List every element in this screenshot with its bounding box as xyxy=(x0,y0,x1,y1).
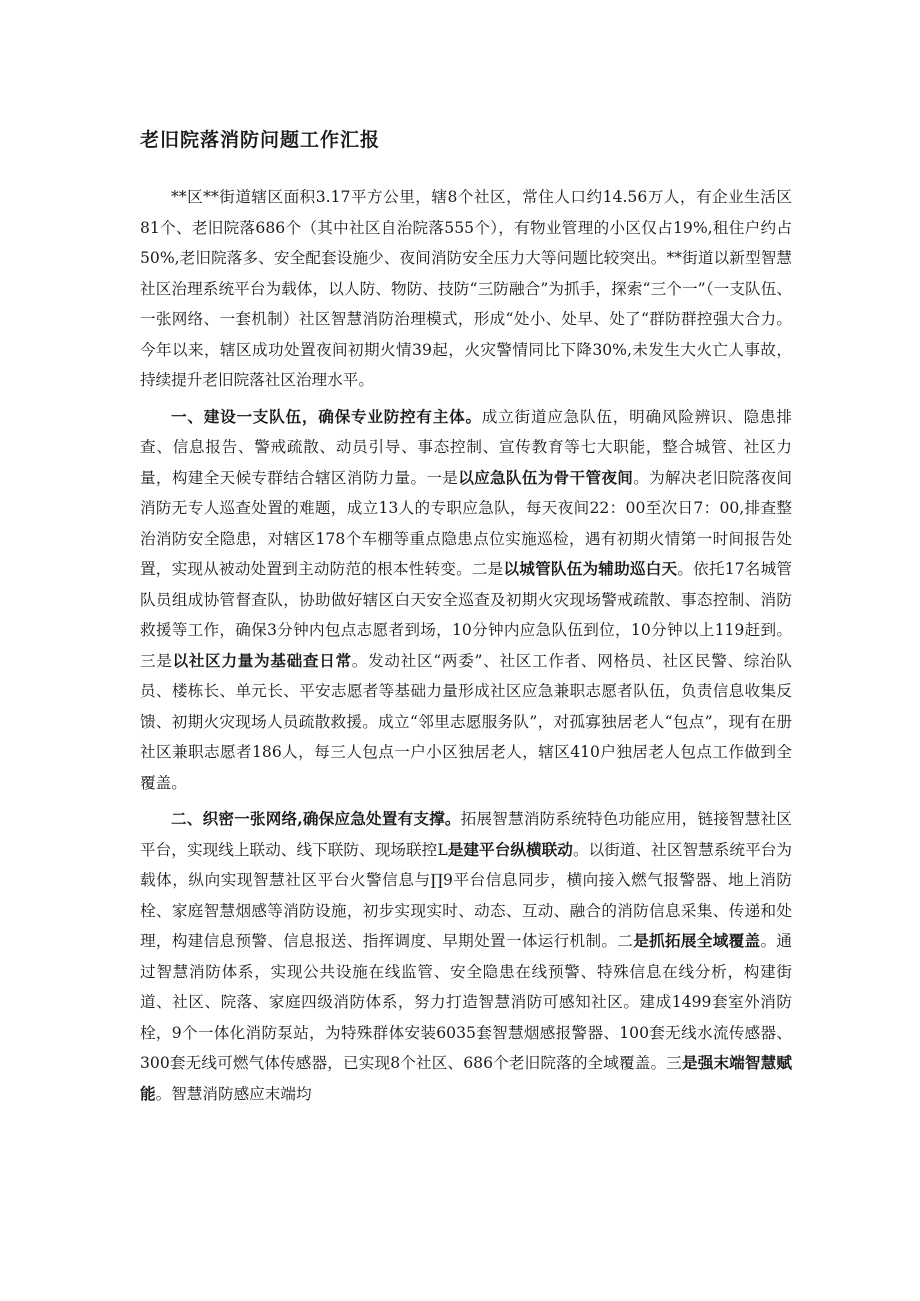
section-2-paragraph xyxy=(140,804,792,1109)
section-1-text: 。发动社区“两委”、社区工作者、网格员、社区民警、综治队员、楼栋长、单元长、平安志愿者等基础力量形成社区应急兼职志愿者队伍，负责信息收集反馈、初期火灾现场人员疏散救援。成立“邻里志愿服务队”，对孤寡独居老人“包点”，现有在册社区兼职志愿者186人，每三人包点一户小区独居老人，辖区410户独居老人包点工作做到全覆盖。 xyxy=(140,651,792,792)
section-2-text: 。以街道、社区智慧系统平台为载体，纵向实现智慧社区平台火警信息与∏9平台信息同步，横向接入燃气报警器、地上消防栓、家庭智慧烟感等消防设施，初步实现实时、动态、互动、融合的消防信息采集、传递和处理，构建信息预警、信息报送、指挥调度、早期处置一体运行机制。二 xyxy=(140,840,792,950)
section-1-text: 。为解决老旧院落夜间消防无专人巡查处置的难题，成立13人的专职应急队，每天夜间22：00至次日7：00,排查整治消防安全隐患，对辖区178个车棚等重点隐患点位实施巡检，遇有初期火情第一时间报告处置，实现从被动处置到主动防范的根本性转变。二是 xyxy=(140,468,792,578)
section-2-text: 。通过智慧消防体系，实现公共设施在线监管、安全隐患在线预警、特殊信息在线分析，构建街道、社区、院落、家庭四级消防体系，努力打造智慧消防可感知社区。建成1499套室外消防栓，9个一体化消防泵站，为特殊群体安装6035套智慧烟感报警器、100套无线水流传感器、300套无线可燃气体传感器，已实现8个社区、686个老旧院落的全域覆盖。三 xyxy=(140,932,792,1072)
section-1-point-1: 以应急队伍为骨干管夜间 xyxy=(458,467,634,487)
section-1-paragraph xyxy=(140,402,792,799)
section-1-text: 成立街道应急队伍，明确风险辨识、隐患排查、信息报告、警戒疏散、动员引导、事态控制、宣传教育等七大职能，整合城管、社区力量，构建全天候专群结合辖区消防力量。一是 xyxy=(140,407,792,487)
intro-paragraph: **区**街道辖区面积3.17平方公里，辖8个社区，常住人口约14.56万人，有企业生活区81个、老旧院落686个（其中社区自治院落555个），有物业管理的小区仅占19%,租住户约占50%,老旧院落多、安全配套设施少、夜间消防安全压力大等问题比较突出。**街道以新型智慧社区治理系统平台为载体，以人防、物防、技防“三防融合”为抓手，探索“三个一”（一支队伍、一张网络、一套机制）社区智慧消防治理模式，形成“处小、处早、处了“群防群控强大合力。今年以来，辖区成功处置夜间初期火情39起，火灾警情同比下降30%,未发生大火亡人事故，持续提升老旧院落社区治理水平。 xyxy=(140,188,792,389)
section-1-point-2: 以城管队伍为辅助巡白天 xyxy=(503,559,678,578)
section-2-point-1: 是建平台纵横联动 xyxy=(447,839,573,859)
document-page xyxy=(140,122,792,1115)
document-title: 老旧院落消防问题工作汇报 xyxy=(140,129,381,151)
section-2-text: 拓展智慧消防系统特色功能应用，链接智慧社区平台，实现线上联动、线下联防、现场联控L xyxy=(140,810,792,859)
section-1-point-3: 以社区力量为基础查日常 xyxy=(172,650,352,670)
section-2-text: 。智慧消防感应末端均 xyxy=(155,1084,312,1103)
section-1-text: 。依托17名城管队员组成协管督查队，协助做好辖区白天安全巡查及初期火灾现场警戒疏散、事态控制、消防救援等工作，确保3分钟内包点志愿者到场，10分钟内应急队伍到位，10分钟以上119赶到。三是 xyxy=(140,560,792,670)
section-2-point-3: 是强末端智慧赋能 xyxy=(140,1053,792,1103)
section-1-heading: 一、建设一支队伍，确保专业防控有主体。 xyxy=(171,406,482,426)
section-2-heading: 二、织密一张网络,确保应急处置有支撑。 xyxy=(171,809,461,828)
section-2-point-2: 是抓拓展全域覆盖 xyxy=(633,931,761,950)
